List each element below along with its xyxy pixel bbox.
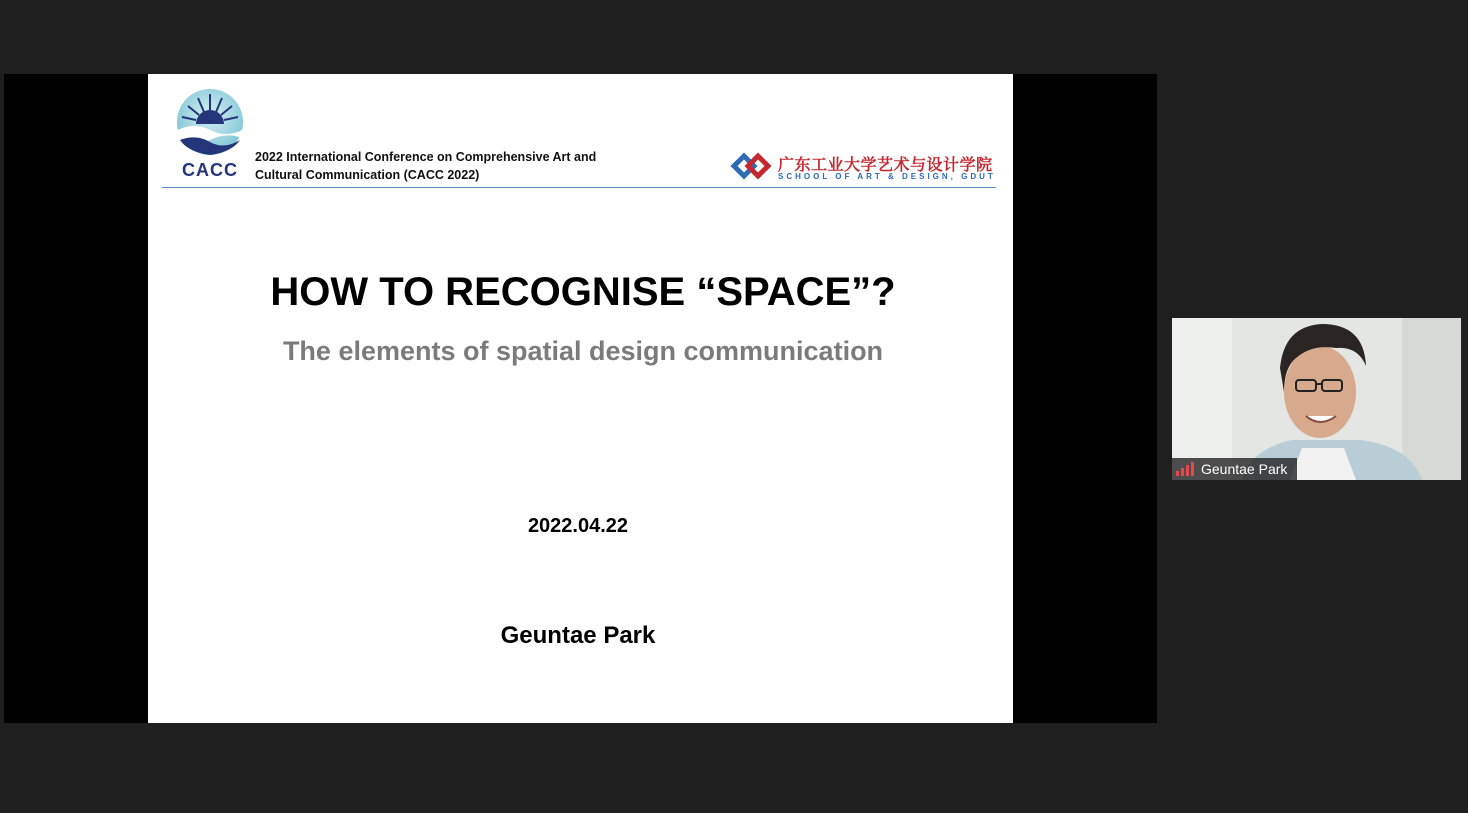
participant-name: Geuntae Park [1201, 461, 1288, 477]
header-divider [162, 187, 996, 188]
school-logo [730, 150, 1000, 184]
screen-share-area[interactable] [4, 74, 1157, 723]
signal-bars-icon [1176, 462, 1198, 476]
conference-line-2: Cultural Communication (CACC 2022) [255, 168, 480, 182]
participant-video-feed [1172, 318, 1461, 480]
slide-title: HOW TO RECOGNISE “SPACE”? [270, 270, 896, 314]
slide-date: 2022.04.22 [527, 515, 629, 537]
cacc-logo-text: CACC [182, 160, 238, 180]
slide-subtitle: The elements of spatial design communication [282, 336, 884, 366]
cacc-emblem-icon [174, 86, 246, 158]
conference-header [255, 148, 625, 184]
slide-author: Geuntae Park [500, 622, 656, 649]
school-name-english: SCHOOL OF ART & DESIGN, GDUT [778, 172, 996, 181]
participant-video-tile[interactable] [1172, 318, 1461, 480]
participant-name-bar [1172, 458, 1297, 480]
presentation-slide [148, 74, 1013, 723]
conference-line-1: 2022 International Conference on Comprehensive Art and [255, 150, 597, 164]
cacc-logo [174, 86, 246, 182]
school-emblem-icon [730, 150, 774, 182]
school-name-chinese: 广东工业大学艺术与设计学院 [778, 157, 993, 174]
